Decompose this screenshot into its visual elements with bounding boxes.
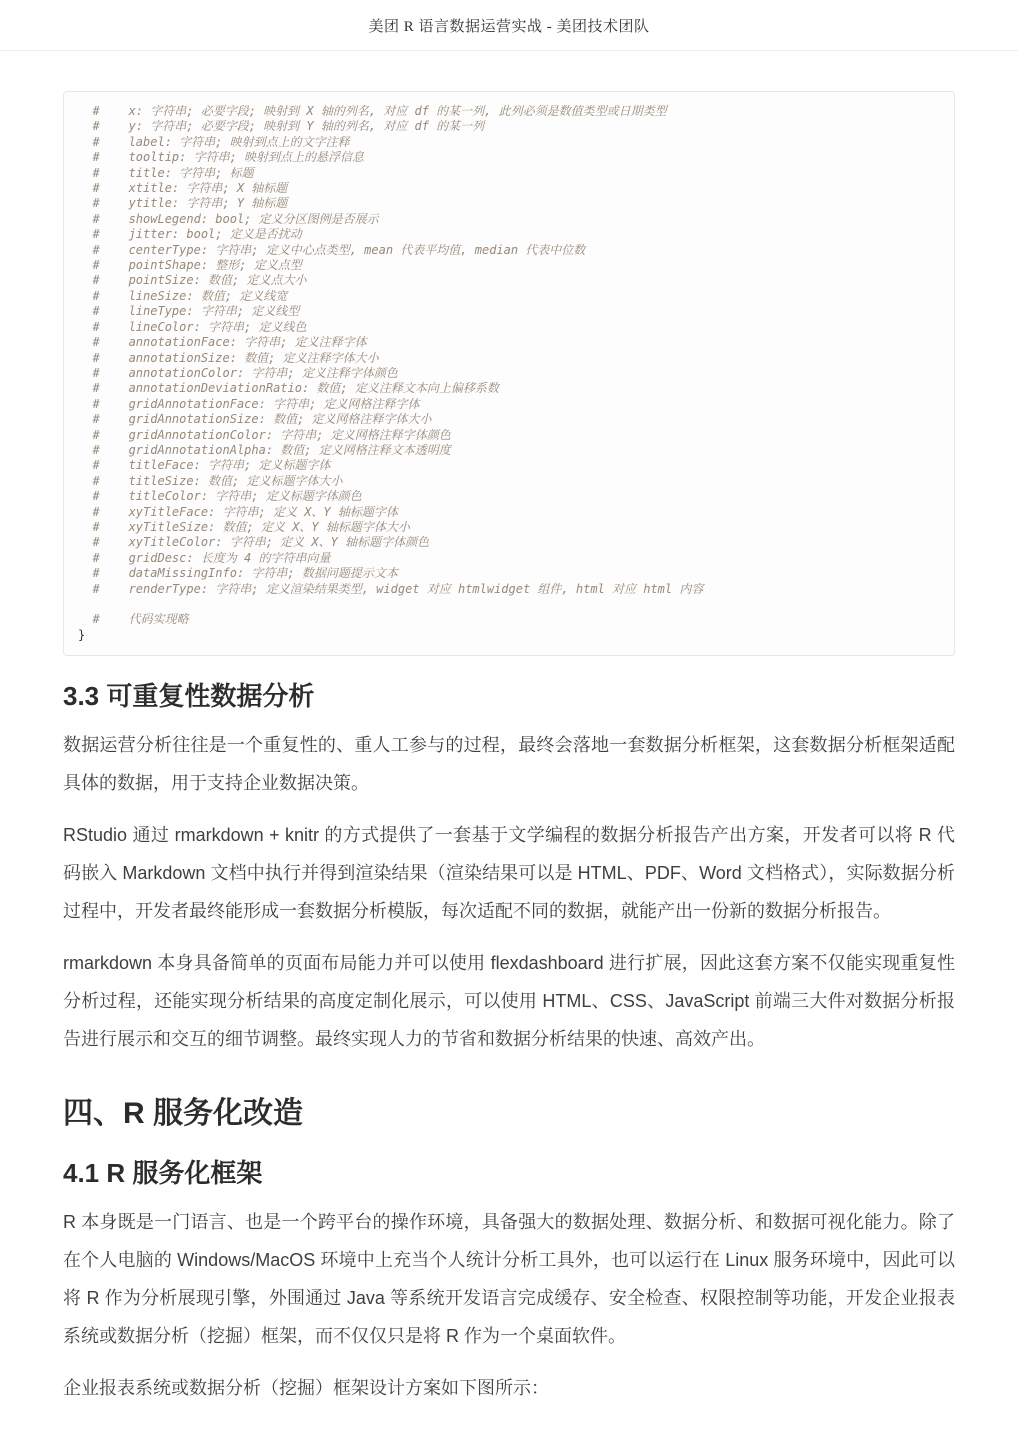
code-line: # y: 字符串; 必要字段; 映射到 Y 轴的列名, 对应 df 的某一列 [78, 119, 485, 134]
code-line: # gridAnnotationFace: 字符串; 定义网格注释字体 [78, 396, 420, 411]
code-line: # annotationFace: 字符串; 定义注释字体 [78, 335, 367, 350]
code-line: # title: 字符串; 标题 [78, 165, 254, 180]
heading-repeatable-analysis: 3.3 可重复性数据分析 [63, 681, 315, 712]
article-content [0, 91, 1018, 1407]
code-line: # gridAnnotationColor: 字符串; 定义网格注释字体颜色 [78, 427, 451, 442]
heading-r-servicification: 四、R 服务化改造 [63, 1097, 303, 1131]
code-line: # jitter: bool; 定义是否扰动 [78, 227, 302, 242]
code-line: # centerType: 字符串; 定义中心点类型, mean 代表平均值, median 代表中位数 [78, 242, 586, 257]
heading-r-service-framework: 4.1 R 服务化框架 [63, 1158, 263, 1189]
code-line: # xyTitleSize: 数值; 定义 X、Y 轴标题字体大小 [78, 519, 410, 534]
code-line: # annotationSize: 数值; 定义注释字体大小 [78, 350, 379, 365]
code-line: # gridAnnotationSize: 数值; 定义网格注释字体大小 [78, 412, 432, 427]
page-header [0, 0, 1018, 51]
code-line [78, 597, 940, 612]
code-line: # titleFace: 字符串; 定义标题字体 [78, 458, 331, 473]
code-block [63, 91, 955, 656]
code-line: # xyTitleFace: 字符串; 定义 X、Y 轴标题字体 [78, 504, 398, 519]
code-line: # tooltip: 字符串; 映射到点上的悬浮信息 [78, 150, 365, 165]
code-line: # label: 字符串; 映射到点上的文字注释 [78, 134, 350, 149]
code-line: # xtitle: 字符串; X 轴标题 [78, 181, 288, 196]
code-line: } [78, 627, 86, 642]
code-line: # annotationDeviationRatio: 数值; 定义注释文本向上偏移系数 [78, 381, 499, 396]
code-line: # pointSize: 数值; 定义点大小 [78, 273, 307, 288]
paragraph-framework-1: R 本身既是一门语言、也是一个跨平台的操作环境，具备强大的数据处理、数据分析、和数据可视化能力。除了在个人电脑的 Windows/MacOS 环境中上充当个人统计分析工具外，也可以运行在 Linux 服务环境中，因此可以将 R 作为分析展现引擎，外围通过 Java 等系统开发语言完成缓存、安全检查、权限控制等功能，开发企业报表系统或数据分析（挖掘）框架，而不仅仅只是将 R 作为一个桌面软件。 [63, 1211, 955, 1346]
page-title: 美团 R 语言数据运营实战 - 美团技术团队 [368, 18, 650, 35]
code-line: # pointShape: 整形; 定义点型 [78, 258, 302, 273]
paragraph-framework-2: 企业报表系统或数据分析（挖掘）框架设计方案如下图所示： [63, 1377, 549, 1398]
code-line: # ytitle: 字符串; Y 轴标题 [78, 196, 288, 211]
code-line: # titleColor: 字符串; 定义标题字体颜色 [78, 489, 362, 504]
code-line: # gridDesc: 长度为 4 的字符串向量 [78, 550, 331, 565]
code-line: # renderType: 字符串; 定义渲染结果类型, widget 对应 htmlwidget 组件, html 对应 html 内容 [78, 581, 704, 596]
code-line: # lineColor: 字符串; 定义线色 [78, 319, 307, 334]
code-line: # gridAnnotationAlpha: 数值; 定义网格注释文本透明度 [78, 442, 451, 457]
code-line: # xyTitleColor: 字符串; 定义 X、Y 轴标题字体颜色 [78, 535, 430, 550]
code-line: # showLegend: bool; 定义分区图例是否展示 [78, 211, 379, 226]
paragraph-repeatable-2: RStudio 通过 rmarkdown + knitr 的方式提供了一套基于文学编程的数据分析报告产出方案，开发者可以将 R 代码嵌入 Markdown 文档中执行并得到渲染结果（渲染结果可以是 HTML、PDF、Word 文档格式），实际数据分析过程中，开发者最终能形成一套数据分析模版，每次适配不同的数据，就能产出一份新的数据分析报告。 [63, 825, 955, 922]
paragraph-repeatable-3: rmarkdown 本身具备简单的页面布局能力并可以使用 flexdashboard 进行扩展，因此这套方案不仅能实现重复性分析过程，还能实现分析结果的高度定制化展示，可以使用 HTML、CSS、JavaScript 前端三大件对数据分析报告进行展示和交互的细节调整。最终实现人力的节省和数据分析结果的快速、高效产出。 [63, 953, 955, 1050]
code-line: # 代码实现略 [78, 612, 189, 627]
code-line: # dataMissingInfo: 字符串; 数据问题提示文本 [78, 566, 398, 581]
code-line: # annotationColor: 字符串; 定义注释字体颜色 [78, 365, 398, 380]
code-line: # lineSize: 数值; 定义线宽 [78, 288, 288, 303]
code-line: # titleSize: 数值; 定义标题字体大小 [78, 473, 343, 488]
code-line: # x: 字符串; 必要字段; 映射到 X 轴的列名, 对应 df 的某一列, 此列必须是数值类型或日期类型 [78, 104, 667, 118]
code-line: # lineType: 字符串; 定义线型 [78, 304, 300, 319]
paragraph-repeatable-1: 数据运营分析往往是一个重复性的、重人工参与的过程，最终会落地一套数据分析框架，这套数据分析框架适配具体的数据，用于支持企业数据决策。 [63, 735, 955, 794]
code-lines [78, 104, 940, 643]
